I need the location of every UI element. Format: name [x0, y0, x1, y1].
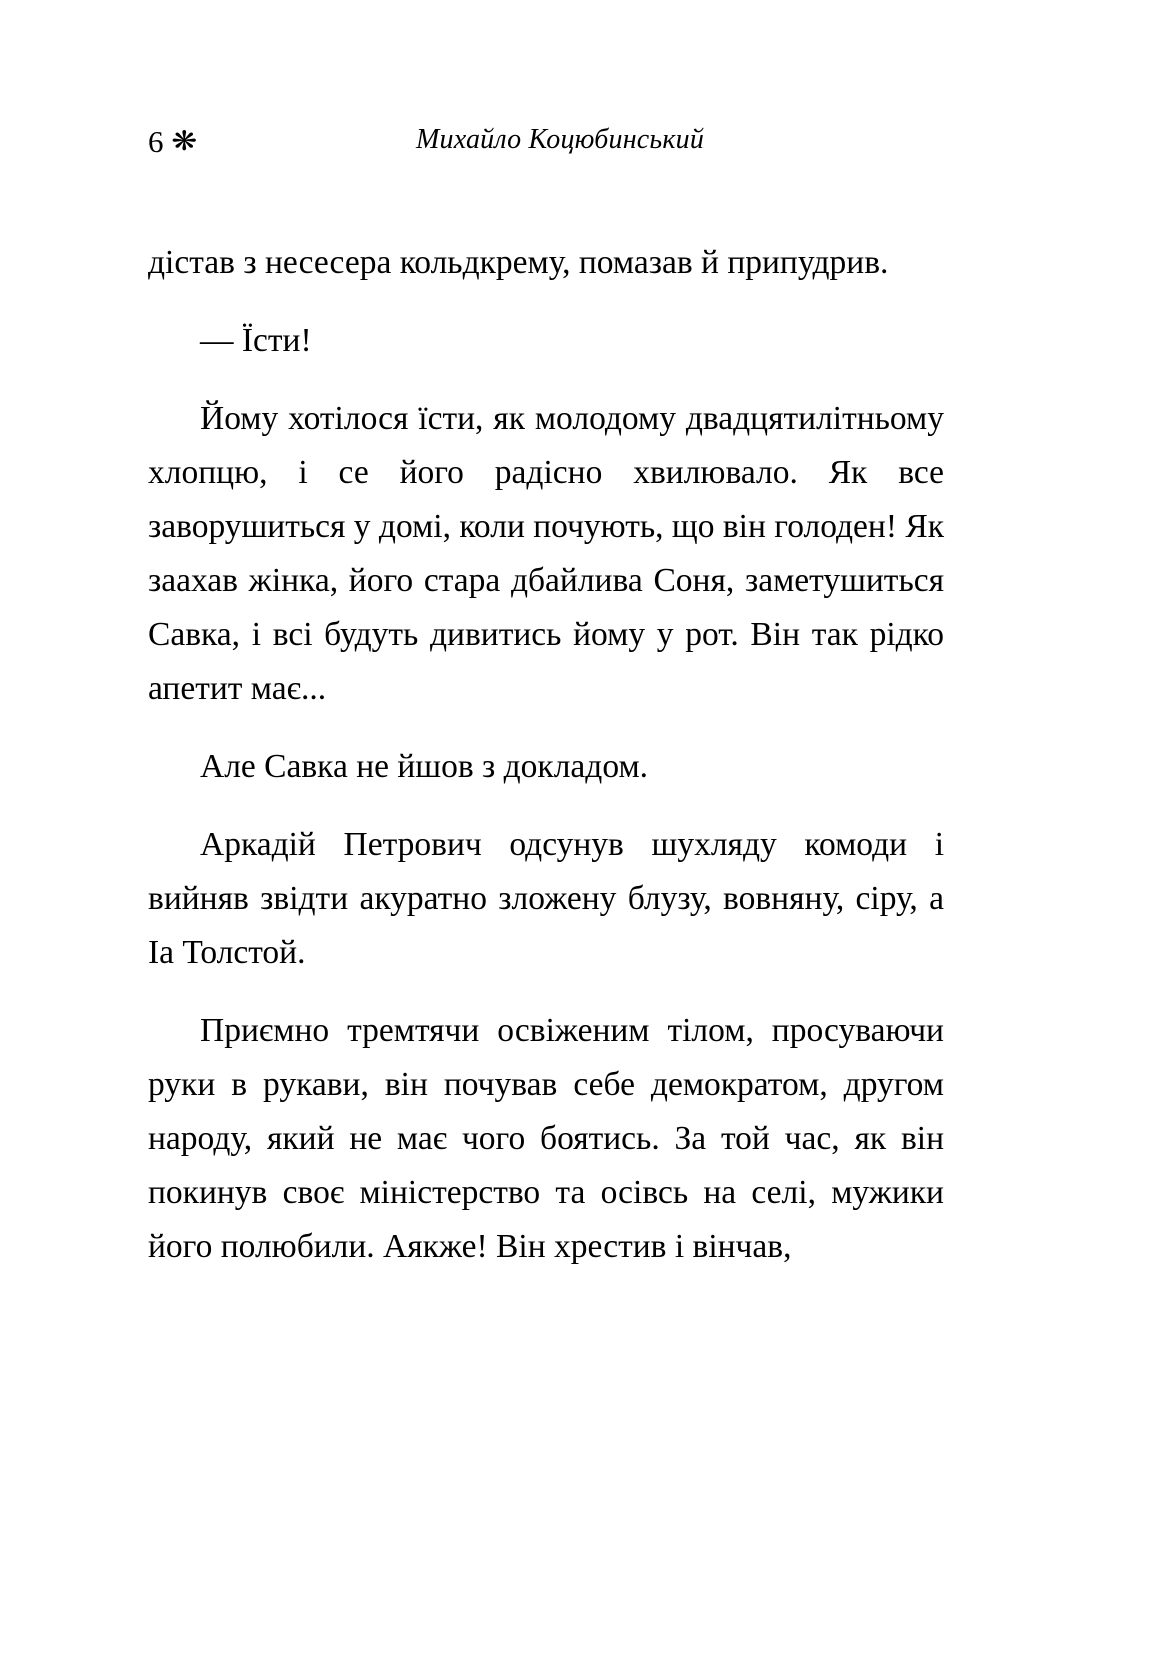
running-header — [148, 126, 948, 170]
body-text-block — [148, 236, 944, 1274]
folio-group — [148, 124, 198, 159]
page-number: 6 — [148, 124, 164, 159]
paragraph-democrat: Приємно тремтячи освіженим тілом, просуваючи руки в рукави, він почував себе демократом, другом народу, який не має чого боятись. За той час, як він покинув своє міністерство та осівсь на селі, мужики його полюбили. Аякже! Він хрестив і вінчав, — [148, 1012, 944, 1265]
fleuron-ornament: ❋ — [171, 126, 198, 157]
paragraph-hunger: Йому хотілося їсти, як молодому двадцятилітньому хлопцю, і се його радісно хвилювало. Як все заворушиться у домі, коли почують, що він голоден! Як заахав жінка, його стара дбайлива Соня, заметушиться Савка, і всі будуть дивитись йому у рот. Він так рідко апетит має... — [148, 400, 944, 707]
paragraph-savka: Але Савка не йшов з докладом. — [200, 748, 649, 785]
paragraph-continued: дістав з несесера кольдкрему, помазав й припудрив. — [148, 244, 889, 281]
paragraph-arkadij: Аркадій Петрович одсунув шухляду комоди і вийняв звідти акуратно зложену блузу, вовняну, сіру, a Ia Толстой. — [148, 826, 944, 971]
header-author-name: Михайло Коцюбинський — [416, 124, 705, 155]
paragraph-dialogue: — Їсти! — [200, 322, 312, 359]
